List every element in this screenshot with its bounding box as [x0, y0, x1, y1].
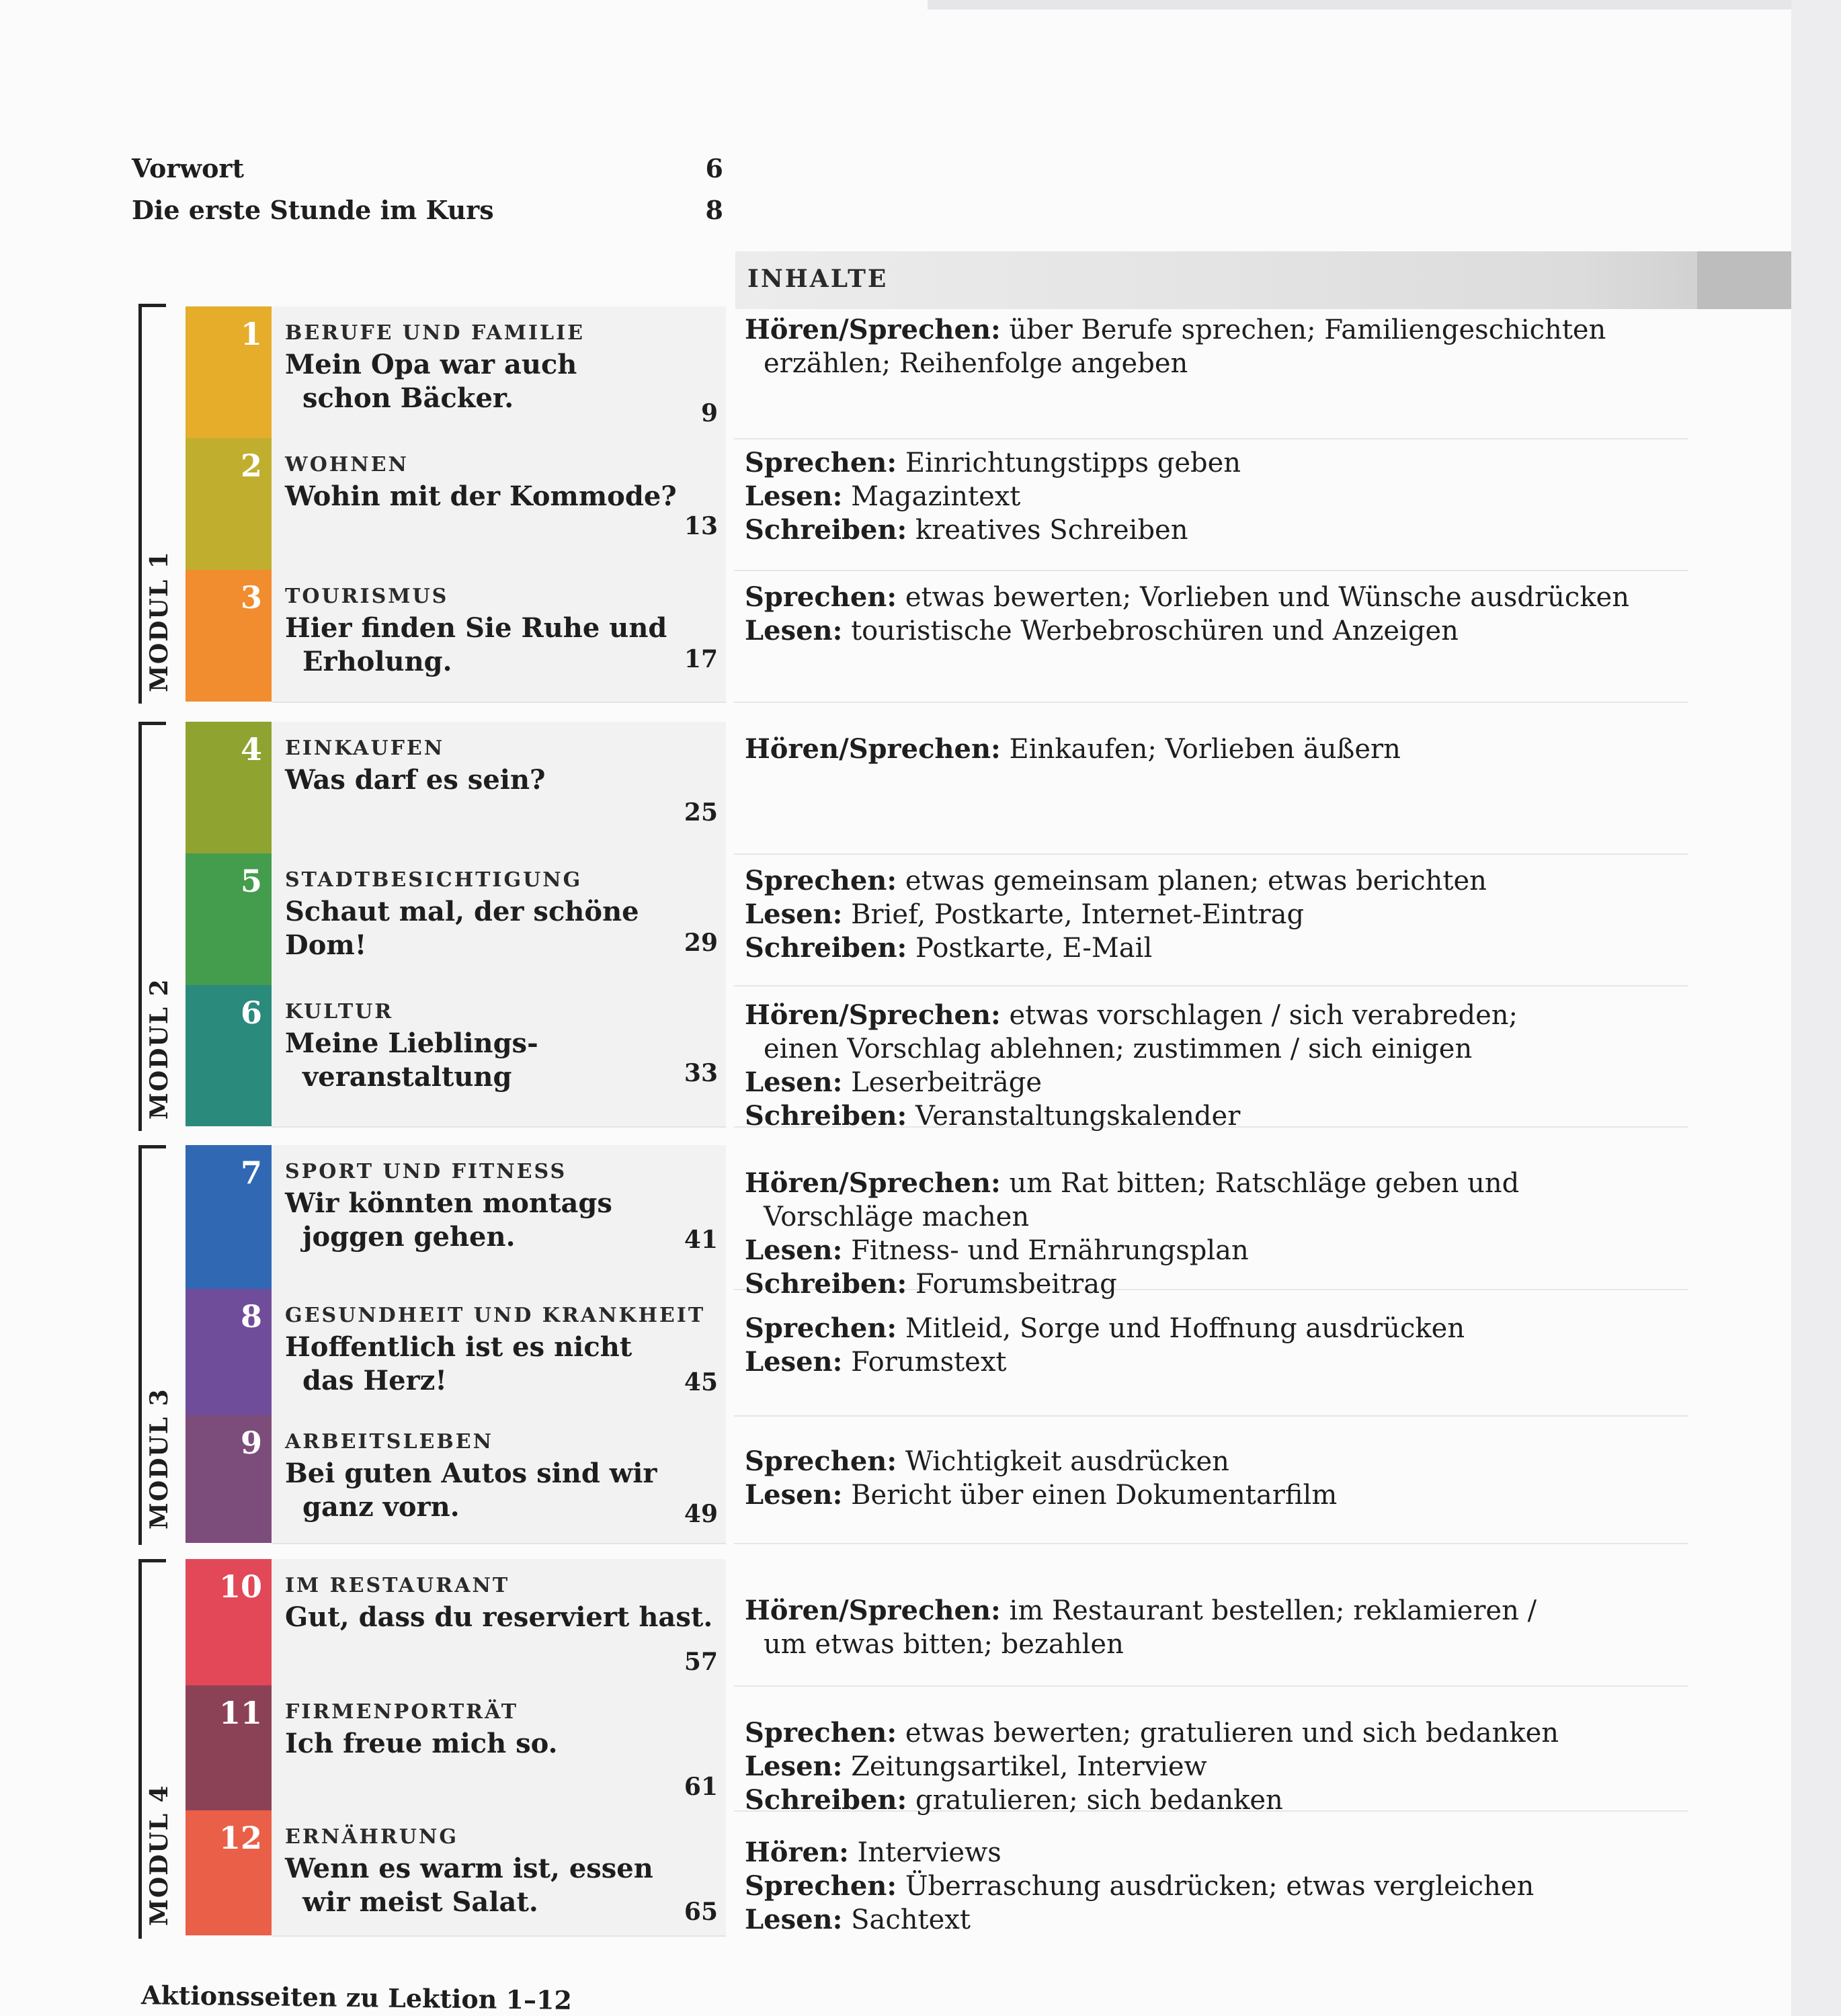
lesson-category: WOHNEN — [285, 453, 409, 476]
lesson-category: KULTUR — [285, 1000, 394, 1023]
contents-header-bar — [735, 251, 1791, 309]
lesson-category: ARBEITSLEBEN — [285, 1430, 494, 1454]
lesson-10-color-stripe — [186, 1559, 272, 1685]
lesson-page: 61 — [684, 1773, 718, 1801]
lesson-title: Wenn es warm ist, essen wir meist Salat. — [285, 1853, 653, 1918]
lesson-3-color-stripe — [186, 570, 272, 702]
lesson-title: Hoffentlich ist es nicht das Herz! — [285, 1331, 632, 1396]
lesson-4-contents: Hören/Sprechen: Einkaufen; Vorlieben äußern — [734, 732, 1688, 855]
toc-label: Die erste Stunde im Kurs — [132, 195, 494, 225]
lesson-7-entry[interactable] — [272, 1145, 726, 1290]
top-edge-line — [928, 0, 1791, 9]
lesson-number: 6 — [240, 995, 262, 1031]
toc-row-erste-stunde[interactable] — [132, 195, 723, 225]
lesson-number: 3 — [240, 579, 262, 616]
lesson-category: FIRMENPORTRÄT — [285, 1700, 519, 1724]
lesson-number: 10 — [218, 1568, 262, 1605]
lesson-12-color-stripe — [186, 1810, 272, 1935]
lesson-category: STADTBESICHTIGUNG — [285, 868, 583, 892]
lesson-6-entry[interactable] — [272, 985, 726, 1128]
lesson-page: 9 — [700, 399, 718, 427]
lesson-5-entry[interactable] — [272, 853, 726, 986]
lesson-2-entry[interactable] — [272, 438, 726, 571]
lesson-number: 4 — [240, 731, 262, 767]
lesson-1-entry[interactable] — [272, 306, 726, 439]
lesson-title: Meine Lieblings- veranstaltung — [285, 1027, 538, 1093]
lesson-category: ERNÄHRUNG — [285, 1825, 458, 1849]
lesson-number: 2 — [240, 448, 262, 484]
lesson-category: TOURISMUS — [285, 585, 449, 608]
lesson-page: 33 — [684, 1059, 718, 1087]
lesson-2-contents: Sprechen: Einrichtungstipps geben Lesen: Magazintext Schreiben: kreatives Schreiben — [734, 446, 1688, 571]
page-edge — [1791, 0, 1841, 2016]
lesson-page: 65 — [684, 1898, 718, 1926]
footer-toc-row[interactable]: Aktionsseiten zu Lektion 1–12 — [140, 1980, 573, 2015]
header-bar-cap — [1697, 251, 1791, 309]
lesson-12-entry[interactable] — [272, 1810, 726, 1937]
lesson-category: EINKAUFEN — [285, 737, 445, 760]
lesson-page: 29 — [684, 929, 718, 957]
lesson-number: 11 — [218, 1695, 262, 1731]
lesson-number: 12 — [218, 1820, 262, 1856]
toc-page: 8 — [705, 195, 723, 225]
lesson-3-contents: Sprechen: etwas bewerten; Vorlieben und Wünsche ausdrücken Lesen: touristische Werbebroschüren und Anzeigen — [734, 581, 1688, 703]
lesson-page: 25 — [684, 798, 718, 827]
toc-label: Vorwort — [132, 153, 244, 183]
lesson-title: Wir könnten montags joggen gehen. — [285, 1187, 612, 1253]
lesson-1-contents: Hören/Sprechen: über Berufe sprechen; Familiengeschichten erzählen; Reihenfolge angeben — [734, 313, 1688, 439]
lesson-2-color-stripe — [186, 438, 272, 570]
lesson-8-color-stripe — [186, 1289, 272, 1415]
lesson-page: 57 — [684, 1648, 718, 1676]
lesson-7-color-stripe — [186, 1145, 272, 1289]
lesson-11-color-stripe — [186, 1685, 272, 1810]
lesson-number: 1 — [240, 316, 262, 352]
lesson-title: Schaut mal, der schöne Dom! — [285, 896, 639, 961]
lesson-title: Was darf es sein? — [285, 764, 546, 796]
lesson-1-color-stripe — [186, 306, 272, 438]
lesson-number: 5 — [240, 863, 262, 899]
lesson-12-contents: Hören: Interviews Sprechen: Überraschung ausdrücken; etwas vergleichen Lesen: Sachtext — [745, 1837, 1535, 1935]
lesson-title: Bei guten Autos sind wir ganz vorn. — [285, 1458, 657, 1523]
lesson-category: SPORT UND FITNESS — [285, 1160, 567, 1183]
lesson-8-entry[interactable] — [272, 1289, 726, 1417]
lesson-4-entry[interactable] — [272, 722, 726, 855]
lesson-page: 49 — [684, 1500, 718, 1528]
lesson-3-entry[interactable] — [272, 570, 726, 703]
lesson-11-contents: Sprechen: etwas bewerten; gratulieren und sich bedanken Lesen: Zeitungsartikel, Interview Schreiben: gratulieren; sich bedanken — [734, 1716, 1688, 1812]
lesson-category: BERUFE UND FAMILIE — [285, 321, 585, 345]
lesson-7-contents: Hören/Sprechen: um Rat bitten; Ratschläge geben und Vorschläge machen Lesen: Fitness- und Ernährungsplan Schreiben: Forumsbeitrag — [734, 1167, 1688, 1290]
lesson-11-entry[interactable] — [272, 1685, 726, 1812]
lesson-number: 9 — [240, 1425, 262, 1461]
lesson-5-color-stripe — [186, 853, 272, 985]
lesson-9-contents: Sprechen: Wichtigkeit ausdrücken Lesen: Bericht über einen Dokumentarfilm — [734, 1445, 1688, 1544]
lesson-title: Ich freue mich so. — [285, 1728, 558, 1759]
lesson-6-color-stripe — [186, 985, 272, 1126]
lesson-4-color-stripe — [186, 722, 272, 853]
lesson-number: 7 — [240, 1154, 262, 1191]
lesson-9-color-stripe — [186, 1415, 272, 1543]
lesson-category: IM RESTAURANT — [285, 1574, 510, 1597]
lesson-page: 17 — [684, 645, 718, 673]
lesson-page: 45 — [684, 1368, 718, 1396]
lesson-page: 13 — [684, 512, 718, 540]
toc-page: 6 — [705, 153, 723, 183]
lesson-title: Hier finden Sie Ruhe und Erholung. — [285, 612, 667, 677]
lesson-8-contents: Sprechen: Mitleid, Sorge und Hoffnung ausdrücken Lesen: Forumstext — [734, 1312, 1688, 1417]
lesson-category: GESUNDHEIT UND KRANKHEIT — [285, 1304, 706, 1327]
contents-header-title: INHALTE — [747, 265, 889, 293]
lesson-5-contents: Sprechen: etwas gemeinsam planen; etwas berichten Lesen: Brief, Postkarte, Internet-Eintrag Schreiben: Postkarte, E-Mail — [734, 864, 1688, 986]
lesson-10-entry[interactable] — [272, 1559, 726, 1687]
toc-row-vorwort[interactable] — [132, 153, 723, 183]
lesson-title: Mein Opa war auch schon Bäcker. — [285, 349, 577, 414]
lesson-9-entry[interactable] — [272, 1415, 726, 1544]
lesson-page: 41 — [684, 1226, 718, 1254]
lesson-title: Wohin mit der Kommode? — [285, 480, 677, 512]
lesson-number: 8 — [240, 1298, 262, 1335]
lesson-10-contents: Hören/Sprechen: im Restaurant bestellen; reklamieren / um etwas bitten; bezahlen — [734, 1594, 1688, 1687]
lesson-title: Gut, dass du reserviert hast. — [285, 1601, 713, 1633]
lesson-6-contents: Hören/Sprechen: etwas vorschlagen / sich verabreden; einen Vorschlag ablehnen; zustimmen / sich einigen Lesen: Leserbeiträge Schreiben: Veranstaltungskalender — [734, 999, 1688, 1128]
